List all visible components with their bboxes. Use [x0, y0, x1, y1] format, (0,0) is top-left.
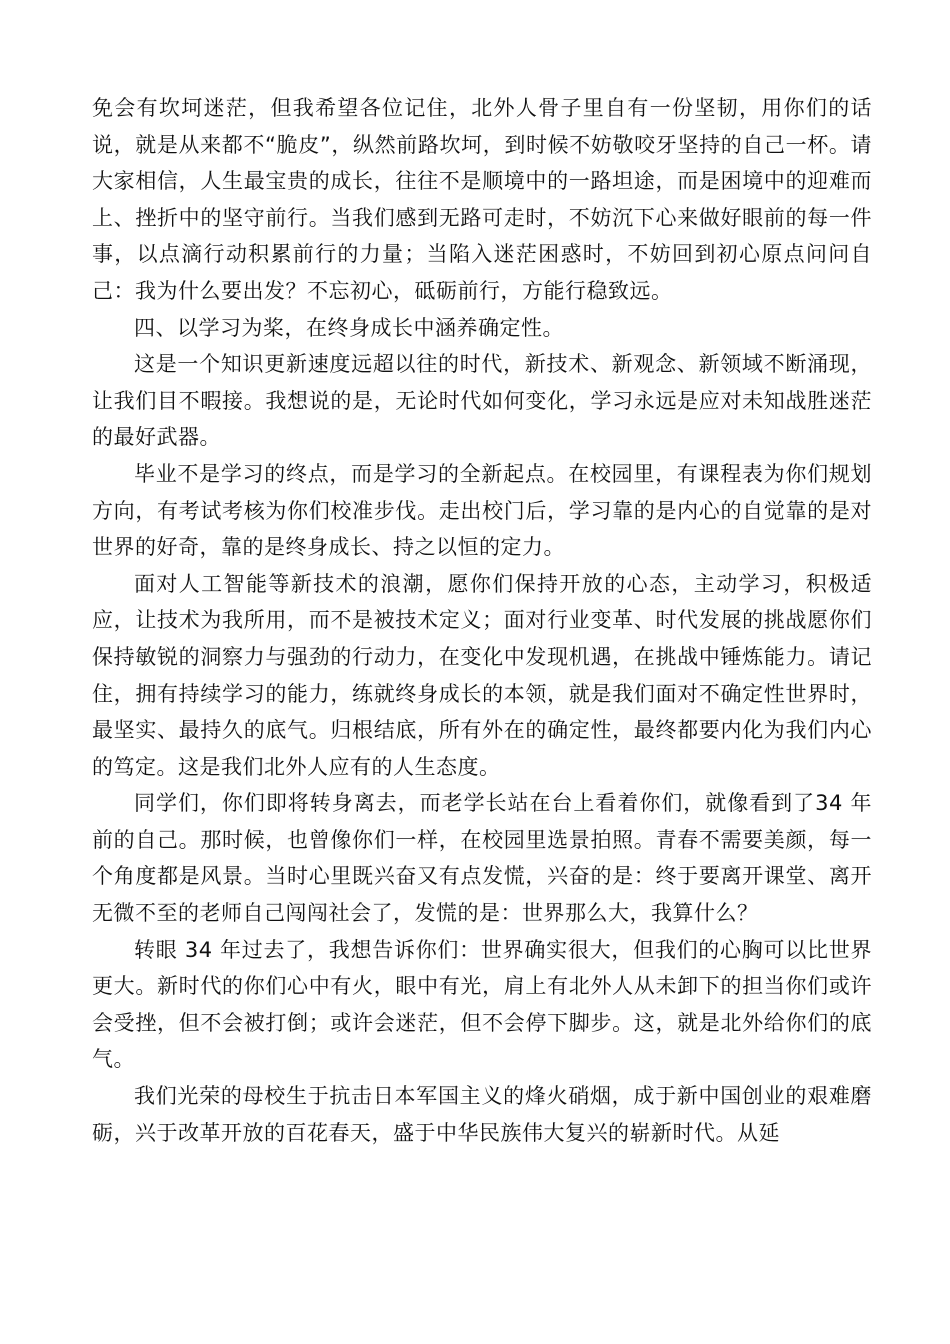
paragraph: 同学们，你们即将转身离去，而老学长站在台上看着你们，就像看到了34 年前的自己。那时候，也曾像你们一样，在校园里选景拍照。青春不需要美颜，每一个角度都是风景。当时心里既兴奋又有点发慌，兴奋的是：终于要离开课堂、离开无微不至的老师自己闯闯社会了，发慌的是：世界那么大，我算什么？ [92, 791, 872, 926]
document-body [92, 90, 872, 1151]
paragraph: 转眼 34 年过去了，我想告诉你们：世界确实很大，但我们的心胸可以比世界更大。新时代的你们心中有火，眼中有光，肩上有北外人从未卸下的担当你们或许会受挫，但不会被打倒；或许会迷茫，但不会停下脚步。这，就是北外给你们的底气。 [92, 937, 872, 1072]
section-heading: 四、以学习为桨，在终身成长中涵养确定性。 [134, 315, 564, 340]
paragraph: 毕业不是学习的终点，而是学习的全新起点。在校园里，有课程表为你们规划方向，有考试考核为你们校准步伐。走出校门后，学习靠的是内心的自觉靠的是对世界的好奇，靠的是终身成长、持之以恒的定力。 [92, 461, 872, 560]
paragraph: 这是一个知识更新速度远超以往的时代，新技术、新观念、新领域不断涌现，让我们目不暇接。我想说的是，无论时代如何变化，学习永远是应对未知战胜迷茫的最好武器。 [92, 352, 872, 450]
paragraph: 面对人工智能等新技术的浪潮，愿你们保持开放的心态，主动学习，积极适应，让技术为我所用，而不是被技术定义；面对行业变革、时代发展的挑战愿你们保持敏锐的洞察力与强劲的行动力，在变化中发现机遇，在挑战中锤炼能力。请记住，拥有持续学习的能力，练就终身成长的本领，就是我们面对不确定性世界时，最坚实、最持久的底气。归根结底，所有外在的确定性，最终都要内化为我们内心的笃定。这是我们北外人应有的人生态度。 [92, 571, 872, 779]
paragraph-continued: 免会有坎坷迷茫，但我希望各位记住，北外人骨子里自有一份坚韧，用你们的话说，就是从来都不“脆皮”，纵然前路坎坷，到时候不妨敬咬牙坚持的自己一杯。请大家相信，人生最宝贵的成长，往往不是顺境中的一路坦途，而是困境中的迎难而上、挫折中的坚守前行。当我们感到无路可走时，不妨沉下心来做好眼前的每一件事，以点滴行动积累前行的力量；当陷入迷茫困惑时，不妨回到初心原点问问自己：我为什么要出发？不忘初心，砥砺前行，方能行稳致远。 [92, 96, 872, 303]
paragraph: 我们光荣的母校生于抗击日本军国主义的烽火硝烟，成于新中国创业的艰难磨砺，兴于改革开放的百花春天，盛于中华民族伟大复兴的崭新时代。从延 [92, 1084, 872, 1145]
